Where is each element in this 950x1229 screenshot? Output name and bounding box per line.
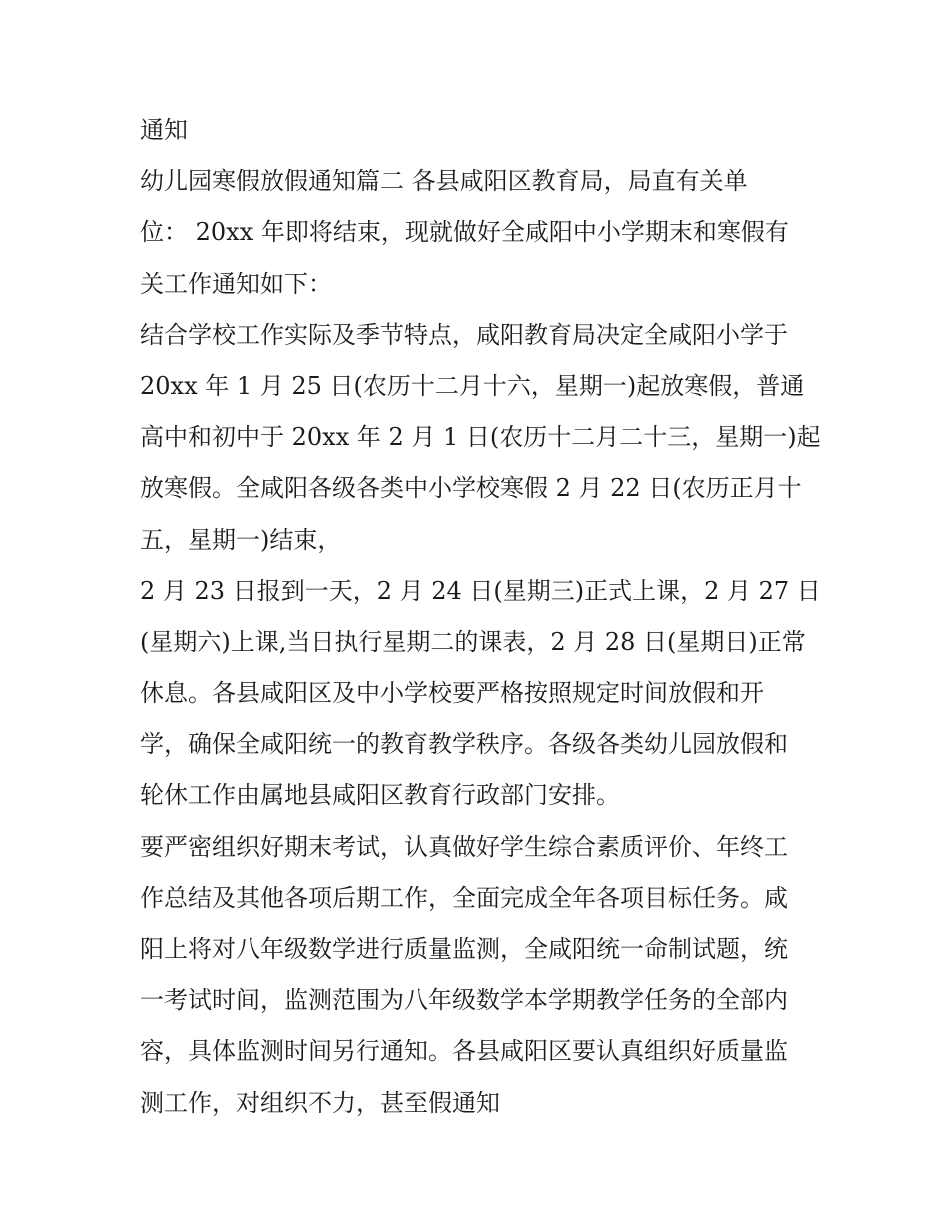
text-line: 幼儿园寒假放假通知篇二 各县咸阳区教育局，局直有关单	[140, 167, 748, 196]
document-body	[140, 108, 830, 1132]
text-line: 五，星期一)结束，	[140, 525, 342, 554]
text-line: 2 月 23 日报到一天，2 月 24 日(星期三)正式上课，2 月 27 日	[140, 576, 821, 605]
text-line: 放寒假。全咸阳各级各类中小学校寒假 2 月 22 日(农历正月十	[140, 474, 802, 503]
text-line: 学，确保全咸阳统一的教育教学秩序。各级各类幼儿园放假和	[140, 730, 788, 759]
text-line: 测工作，对组织不力，甚至假通知	[140, 1088, 500, 1117]
text-line: 休息。各县咸阳区及中小学校要严格按照规定时间放假和开	[140, 679, 764, 708]
text-line: 一考试时间，监测范围为八年级数学本学期教学任务的全部内	[140, 986, 788, 1015]
text-line: (星期六)上课,当日执行星期二的课表，2 月 28 日(星期日)正常	[140, 627, 806, 656]
text-line: 作总结及其他各项后期工作，全面完成全年各项目标任务。咸	[140, 883, 788, 912]
text-line: 要严密组织好期末考试，认真做好学生综合素质评价、年终工	[140, 832, 788, 861]
text-line: 位： 20xx 年即将结束，现就做好全咸阳中小学期末和寒假有	[140, 218, 789, 247]
text-line: 关工作通知如下：	[140, 269, 332, 298]
text-line: 20xx 年 1 月 25 日(农历十二月十六，星期一)起放寒假，普通	[140, 371, 805, 400]
text-line: 容，具体监测时间另行通知。各县咸阳区要认真组织好质量监	[140, 1037, 788, 1066]
document-title: 通知	[140, 116, 188, 144]
text-line: 轮休工作由属地县咸阳区教育行政部门安排。	[140, 781, 620, 810]
text-line: 高中和初中于 20xx 年 2 月 1 日(农历十二月二十三，星期一)起	[140, 423, 821, 452]
text-line: 结合学校工作实际及季节特点，咸阳教育局决定全咸阳小学于	[140, 320, 788, 349]
text-line: 阳上将对八年级数学进行质量监测，全咸阳统一命制试题，统	[140, 935, 788, 963]
